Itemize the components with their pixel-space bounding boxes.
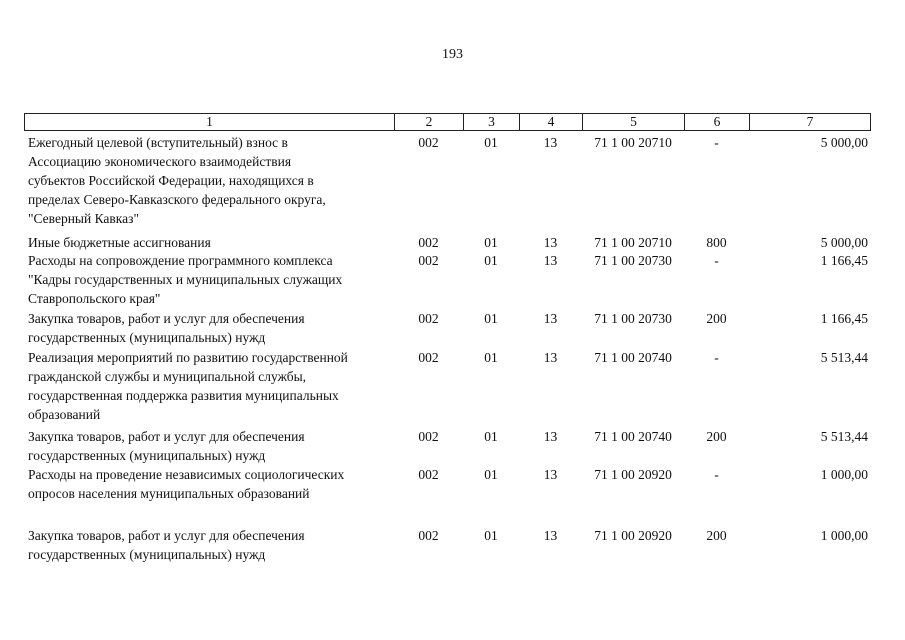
description-line: Закупка товаров, работ и услуг для обеспечения [28, 429, 305, 444]
table-row [24, 133, 870, 233]
description-line: Ежегодный целевой (вступительный) взнос в [28, 135, 288, 150]
cell-amount: 1 000,00 [820, 467, 868, 482]
column-header-6: 6 [685, 114, 750, 131]
cell-expense-type: - [714, 467, 719, 482]
cell-expense-type: 200 [706, 311, 727, 326]
cell-target-article: 71 1 00 20920 [594, 467, 672, 482]
cell-target-article: 71 1 00 20740 [594, 429, 672, 444]
cell-ministry-code: 002 [418, 467, 439, 482]
table-row [24, 251, 870, 309]
description-line: Иные бюджетные ассигнования [28, 235, 211, 250]
cell-target-article: 71 1 00 20730 [594, 311, 672, 326]
cell-amount: 5 513,44 [820, 429, 868, 444]
row-description [24, 465, 394, 526]
description-line: Закупка товаров, работ и услуг для обеспечения [28, 528, 305, 543]
row-description [24, 348, 394, 427]
description-line: Закупка товаров, работ и услуг для обеспечения [28, 311, 305, 326]
description-line: гражданской службы и муниципальной службы, [28, 369, 307, 384]
table-header [24, 113, 871, 131]
cell-section: 01 [484, 528, 498, 543]
cell-expense-type: - [714, 253, 719, 268]
cell-subsection: 13 [543, 311, 558, 326]
cell-ministry-code: 002 [418, 429, 439, 444]
table-row [24, 526, 870, 564]
cell-section: 01 [484, 311, 498, 326]
description-line: пределах Северо-Кавказского федерального округа, [28, 192, 326, 207]
cell-ministry-code: 002 [418, 235, 439, 250]
cell-expense-type: 800 [706, 235, 727, 250]
description-line: государственных (муниципальных) нужд [28, 330, 266, 345]
description-line: опросов населения муниципальных образований [28, 486, 310, 501]
cell-amount: 5 000,00 [820, 135, 868, 150]
cell-expense-type: - [714, 135, 719, 150]
cell-subsection: 13 [543, 429, 558, 444]
table-body [24, 133, 870, 564]
cell-amount: 1 166,45 [820, 311, 868, 326]
table-row [24, 427, 870, 465]
cell-section: 01 [484, 467, 498, 482]
row-description [24, 309, 394, 348]
description-line: Расходы на проведение независимых социологических [28, 467, 345, 482]
cell-target-article: 71 1 00 20710 [594, 135, 672, 150]
cell-expense-type: - [714, 350, 719, 365]
cell-expense-type: 200 [706, 528, 727, 543]
column-header-5: 5 [583, 114, 685, 131]
description-line: "Кадры государственных и муниципальных служащих [28, 272, 343, 287]
description-line: образований [28, 407, 101, 422]
cell-amount: 5 000,00 [820, 235, 868, 250]
cell-section: 01 [484, 253, 498, 268]
cell-ministry-code: 002 [418, 528, 439, 543]
column-header-3: 3 [464, 114, 520, 131]
cell-target-article: 71 1 00 20710 [594, 235, 672, 250]
row-description [24, 133, 394, 233]
description-line: Ставропольского края" [28, 291, 161, 306]
cell-section: 01 [484, 429, 498, 444]
cell-amount: 5 513,44 [820, 350, 868, 365]
cell-target-article: 71 1 00 20730 [594, 253, 672, 268]
row-description [24, 526, 394, 564]
table-row [24, 309, 870, 348]
row-description [24, 427, 394, 465]
table-row [24, 348, 870, 427]
cell-section: 01 [484, 135, 498, 150]
cell-subsection: 13 [543, 235, 558, 250]
cell-ministry-code: 002 [418, 350, 439, 365]
cell-ministry-code: 002 [418, 253, 439, 268]
cell-section: 01 [484, 235, 498, 250]
table-row [24, 233, 870, 251]
description-line: Ассоциацию экономического взаимодействия [28, 154, 292, 169]
description-line: "Северный Кавказ" [28, 211, 139, 226]
column-header-2: 2 [395, 114, 464, 131]
cell-subsection: 13 [543, 528, 558, 543]
description-line: Реализация мероприятий по развитию государственной [28, 350, 348, 365]
description-line: государственных (муниципальных) нужд [28, 547, 266, 562]
cell-ministry-code: 002 [418, 135, 439, 150]
cell-target-article: 71 1 00 20740 [594, 350, 672, 365]
cell-subsection: 13 [543, 350, 558, 365]
cell-subsection: 13 [543, 467, 558, 482]
row-description [24, 251, 394, 309]
description-line: государственная поддержка развития муниципальных [28, 388, 339, 403]
column-header-4: 4 [520, 114, 583, 131]
row-description [24, 233, 394, 251]
description-line: государственных (муниципальных) нужд [28, 448, 266, 463]
page-number: 193 [442, 47, 463, 62]
cell-subsection: 13 [543, 253, 558, 268]
cell-section: 01 [484, 350, 498, 365]
cell-subsection: 13 [543, 135, 558, 150]
description-line: Расходы на сопровождение программного комплекса [28, 253, 333, 268]
column-header-7: 7 [750, 114, 871, 131]
cell-amount: 1 000,00 [820, 528, 868, 543]
table-row [24, 465, 870, 526]
cell-expense-type: 200 [706, 429, 727, 444]
column-header-1: 1 [25, 114, 395, 131]
cell-ministry-code: 002 [418, 311, 439, 326]
cell-target-article: 71 1 00 20920 [594, 528, 672, 543]
cell-amount: 1 166,45 [820, 253, 868, 268]
description-line: субъектов Российской Федерации, находящихся в [28, 173, 314, 188]
